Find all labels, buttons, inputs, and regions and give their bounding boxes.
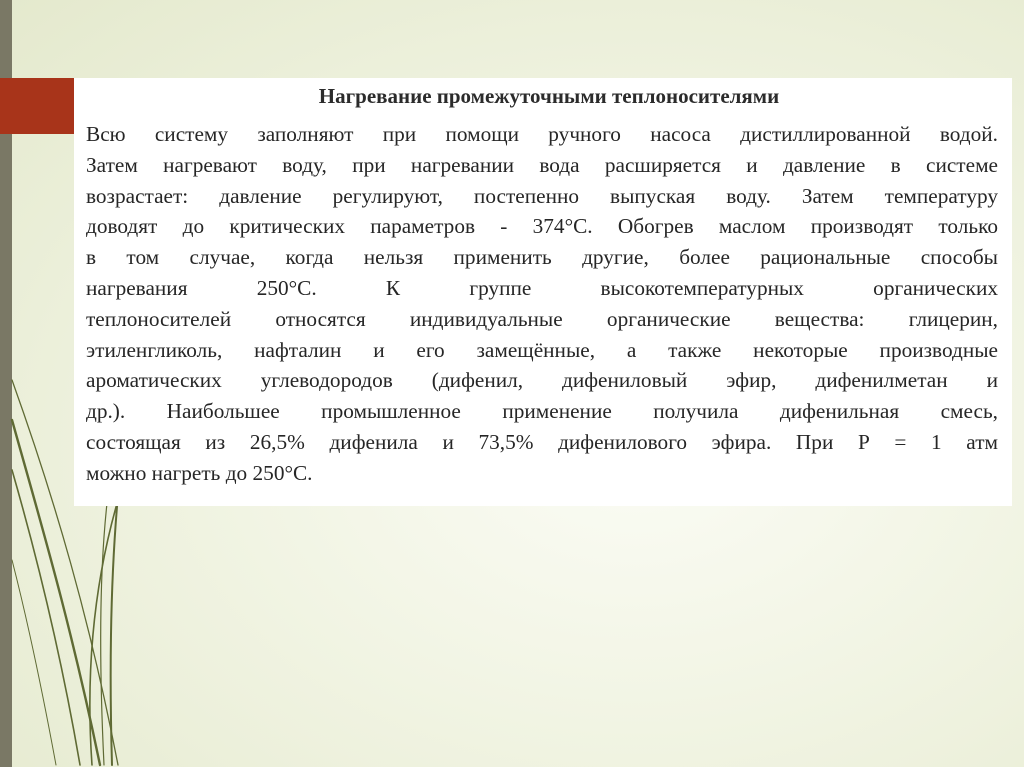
body-line: Всю систему заполняют при помощи ручного насоса дистиллированной водой.: [86, 122, 998, 146]
body-line: др.). Наибольшее промышленное применение получила дифенильная смесь,: [86, 399, 998, 424]
body-line: состоящая из 26,5% дифенила и 73,5% дифенилового эфира. При Р = 1 атм: [86, 429, 998, 454]
body-line: можно нагреть до 250°С.: [86, 460, 313, 485]
slide-text-card: [74, 78, 1012, 506]
body-line: этиленгликоль, нафталин и его замещённые, а также некоторые производные: [86, 337, 998, 362]
body-line: ароматических углеводородов (дифенил, дифениловый эфир, дифенилметан и: [86, 368, 998, 393]
title-accent-block: [0, 78, 74, 134]
body-paragraph: [86, 119, 998, 489]
body-line: доводят до критических параметров - 374°С. Обогрев маслом производят только: [86, 214, 998, 239]
body-line: возрастает: давление регулируют, постепенно выпуская воду. Затем температуру: [86, 183, 998, 208]
slide-title: Нагревание промежуточными теплоносителями: [318, 84, 780, 108]
body-line: нагревания 250°С. К группе высокотемпературных органических: [86, 275, 998, 300]
body-line: теплоносителей относятся индивидуальные органические вещества: глицерин,: [86, 306, 998, 331]
body-line: Затем нагревают воду, при нагревании вода расширяется и давление в системе: [86, 152, 998, 177]
body-line: в том случае, когда нельзя применить другие, более рациональные способы: [86, 245, 998, 270]
